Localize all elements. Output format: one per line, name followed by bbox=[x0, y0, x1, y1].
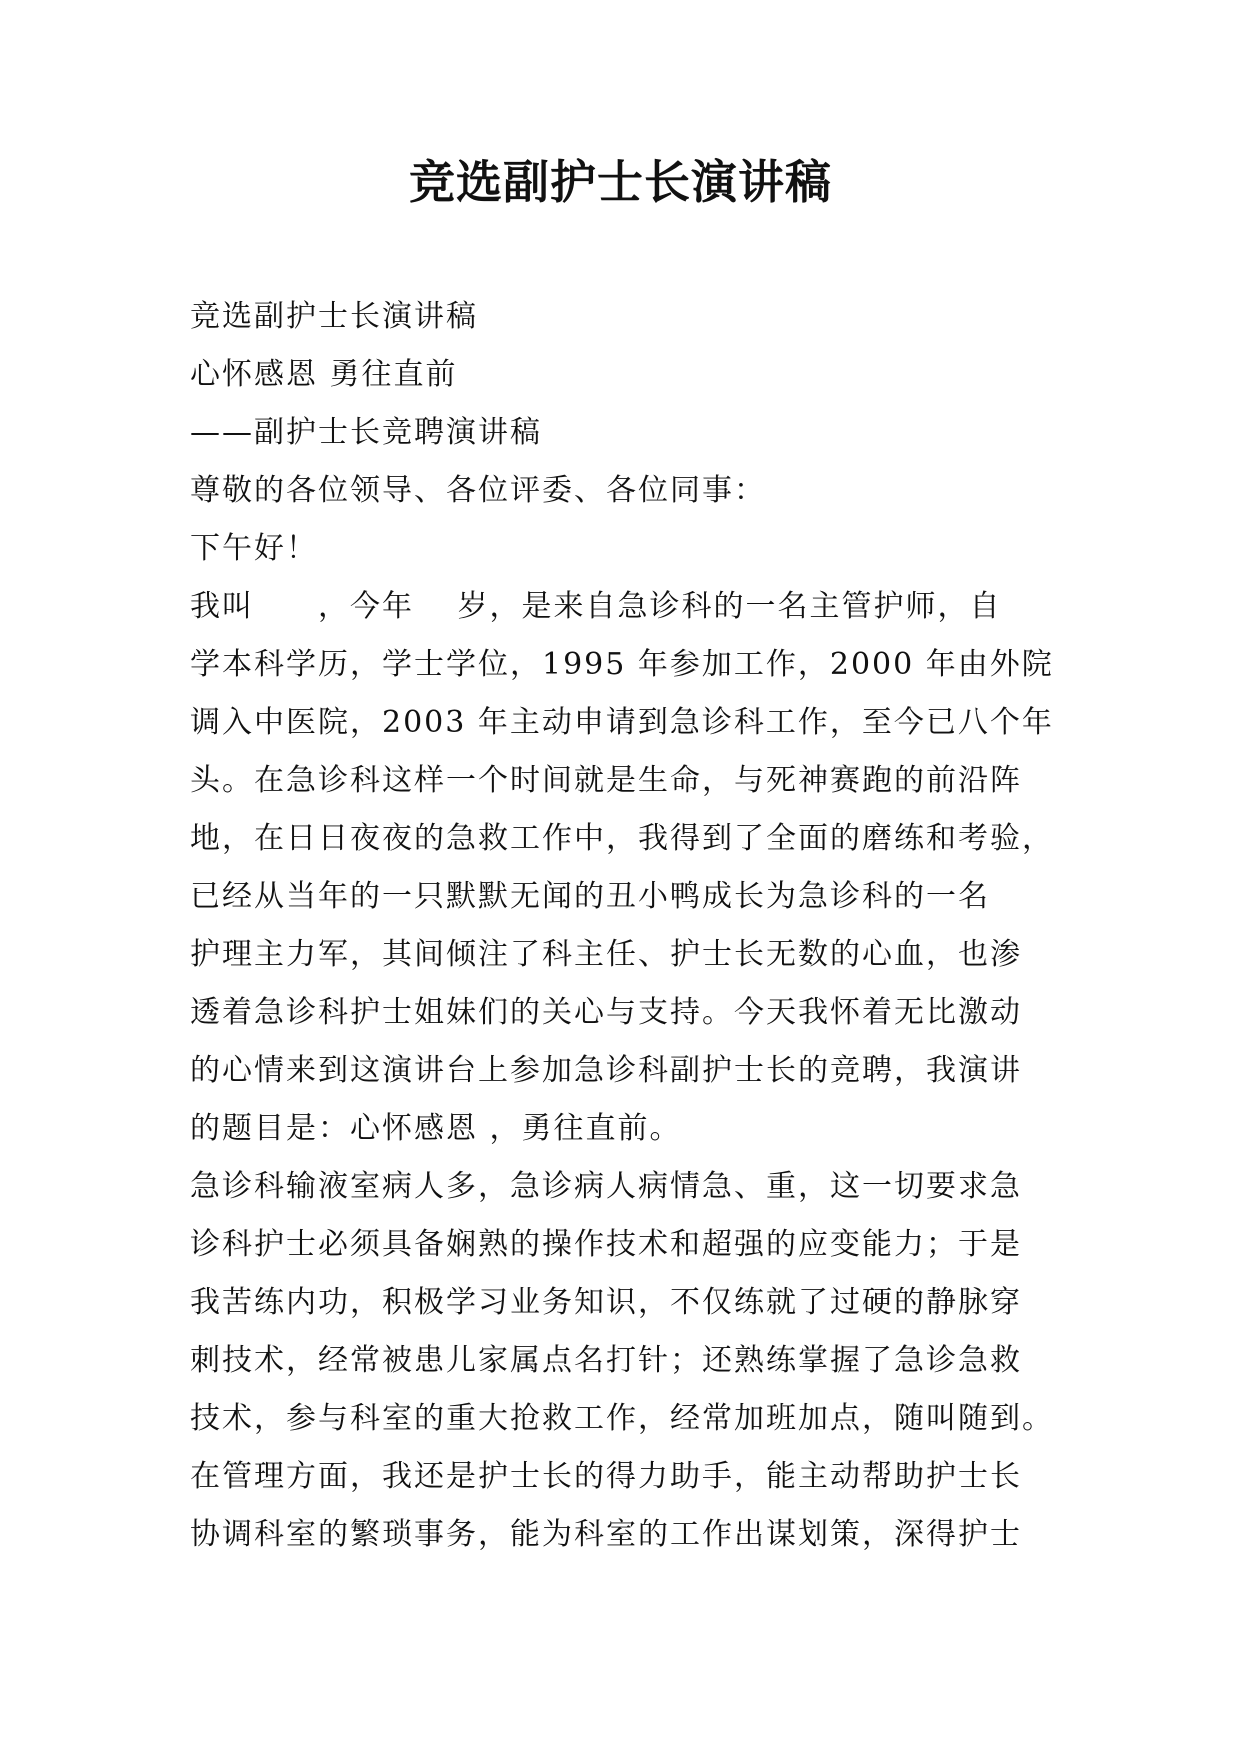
paragraph-line: 已经从当年的一只默默无闻的丑小鸭成长为急诊科的一名 bbox=[190, 879, 990, 914]
paragraph-line: 刺技术，经常被患儿家属点名打针；还熟练掌握了急诊急救 bbox=[190, 1343, 1022, 1378]
document-title: 竞选副护士长演讲稿 bbox=[409, 155, 832, 209]
paragraph-line: 在管理方面，我还是护士长的得力助手，能主动帮助护士长 bbox=[190, 1459, 1022, 1494]
salutation-line: 尊敬的各位领导、各位评委、各位同事： bbox=[190, 473, 766, 508]
paragraph-line: 诊科护士必须具备娴熟的操作技术和超强的应变能力；于是 bbox=[190, 1227, 1022, 1262]
paragraph-line: 我叫 ，今年 岁，是来自急诊科的一名主管护师，自 bbox=[190, 589, 1002, 624]
paragraph-line: 的题目是：心怀感恩 ，勇往直前。 bbox=[190, 1111, 682, 1146]
document-body bbox=[190, 288, 1062, 1564]
header-line-title: 竞选副护士长演讲稿 bbox=[190, 299, 478, 334]
paragraph-line: 透着急诊科护士姐妹们的关心与支持。今天我怀着无比激动 bbox=[190, 995, 1022, 1030]
paragraph-line: 调入中医院，2003 年主动申请到急诊科工作，至今已八个年 bbox=[190, 705, 1054, 740]
paragraph-line: 我苦练内功，积极学习业务知识，不仅练就了过硬的静脉穿 bbox=[190, 1285, 1022, 1320]
paragraph-line: 的心情来到这演讲台上参加急诊科副护士长的竞聘，我演讲 bbox=[190, 1053, 1022, 1088]
paragraph-line: 技术，参与科室的重大抢救工作，经常加班加点，随叫随到。 bbox=[190, 1401, 1054, 1436]
paragraph-introduction bbox=[190, 578, 1062, 1158]
paragraph-work-experience bbox=[190, 1158, 1062, 1564]
header-line-subtitle: ——副护士长竞聘演讲稿 bbox=[190, 415, 542, 450]
paragraph-line: 学本科学历，学士学位，1995 年参加工作，2000 年由外院 bbox=[190, 647, 1054, 682]
paragraph-line: 头。在急诊科这样一个时间就是生命，与死神赛跑的前沿阵 bbox=[190, 763, 1022, 798]
paragraph-line: 护理主力军，其间倾注了科主任、护士长无数的心血，也渗 bbox=[190, 937, 1022, 972]
paragraph-line: 急诊科输液室病人多，急诊病人病情急、重，这一切要求急 bbox=[190, 1169, 1022, 1204]
greeting-line: 下午好！ bbox=[190, 531, 318, 566]
paragraph-line: 地，在日日夜夜的急救工作中，我得到了全面的磨练和考验， bbox=[190, 821, 1054, 856]
header-line-theme: 心怀感恩 勇往直前 bbox=[190, 357, 458, 392]
paragraph-line: 协调科室的繁琐事务，能为科室的工作出谋划策，深得护士 bbox=[190, 1517, 1022, 1552]
